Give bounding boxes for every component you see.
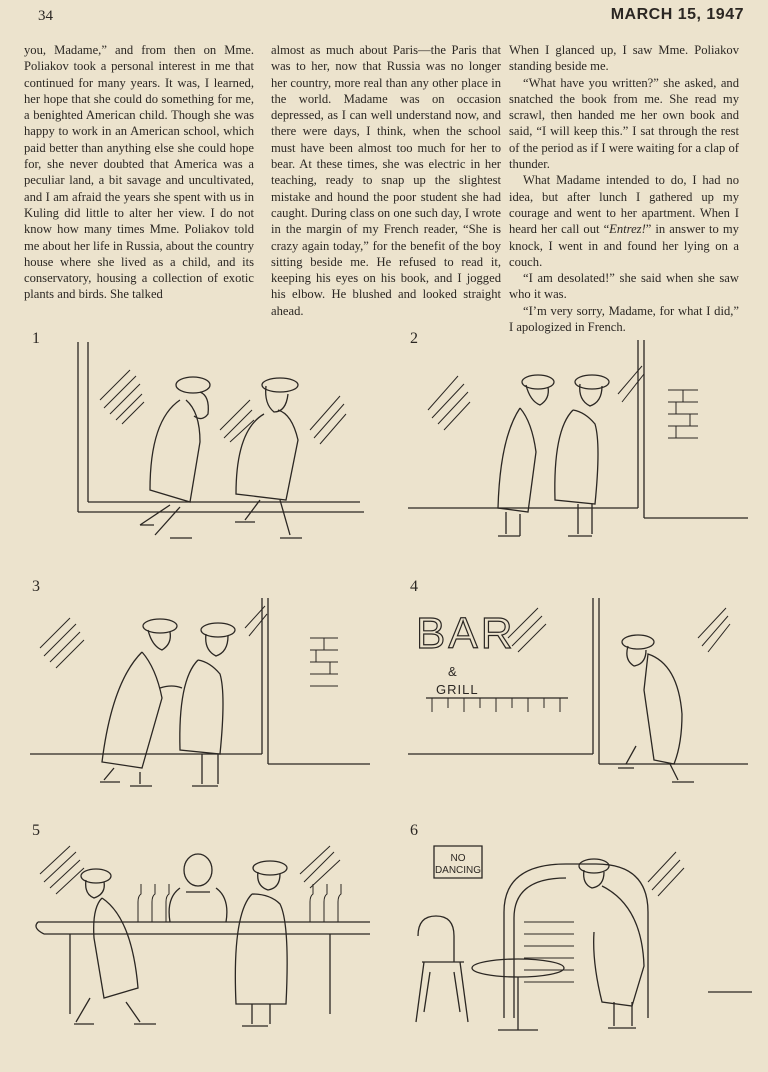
panel-number: 1 — [32, 330, 40, 347]
page-number: 34 — [38, 8, 53, 24]
cartoon-panel-3 — [30, 578, 375, 793]
paragraph: “What have you written?” she asked, and snatched the book from me. She read my scrawl, then handed me her own book and said, “I will keep this.” I sat through the rest of the period as if I were waiting for a clap of thunder. — [509, 75, 739, 172]
cartoon-drawing — [408, 578, 753, 793]
cartoon-panel-5 — [30, 822, 375, 1037]
no-dancing-sign-line-1: NO — [450, 853, 466, 864]
paragraph: “I’m very sorry, Madame, for what I did,” I apologized in French. — [509, 303, 739, 335]
cartoon-drawing — [30, 578, 375, 793]
panel-number: 3 — [32, 578, 40, 595]
panel-number: 4 — [410, 578, 418, 595]
paragraph: “I am desolated!” she said when she saw who it was. — [509, 271, 739, 302]
cartoon-drawing — [30, 330, 375, 545]
issue-date: MARCH 15, 1947 — [610, 6, 744, 23]
paragraph: you, Madame,” and from then on Mme. Poliakov took a personal interest in me that continued for many years. It was, I learned, her hope that she could do something for me, a benighted American child. Though she was happy to work in an American school, which paid better than anything else she could hope for, she never doubted that America was a peculiar land, a bit savage and uncultivated, and I am afraid the years she spent with us in Kuling did little to alter her view. I do not know how many times Mme. Poliakov told me about her life in Russia, about the country house where she lived as a child, and its conservatory, housing a collection of exotic plants and birds. She talked — [24, 43, 254, 302]
grill-sign: GRILL — [436, 682, 479, 697]
italic-word: Entrez! — [609, 222, 646, 237]
cartoon-panel-4 — [408, 578, 753, 793]
panel-number: 6 — [410, 822, 418, 839]
paragraph: What Madame intended to do, I had no idea, but after lunch I gathered up my courage and went to her apartment. When I heard her call out “Entrez!” in answer to my knock, I went in and found her lying on a couch. — [509, 173, 739, 269]
cartoon-drawing — [30, 822, 375, 1037]
panel-number: 5 — [32, 822, 40, 839]
paragraph: When I glanced up, I saw Mme. Poliakov standing beside me. — [509, 43, 739, 74]
bar-sign: BAR — [416, 609, 516, 658]
text-column-3 — [509, 42, 739, 335]
cartoon-drawing — [408, 330, 753, 545]
text-column-1 — [24, 42, 254, 303]
text-column-2 — [271, 42, 501, 319]
no-dancing-sign-line-2: DANCING — [434, 865, 482, 876]
ampersand-sign: & — [448, 664, 457, 679]
cartoon-panel-1 — [30, 330, 375, 545]
paragraph: almost as much about Paris—the Paris that was to her, now that Russia was no longer her country, more real than any other place in the world. Madame was on occasion depressed, as I can well understand now, and there were days, I think, when the school must have been almost too much for her to bear. At these times, she was electric in her teaching, ready to snap up the slightest mistake and hound the poor student she had caught. During class on one such day, I wrote in the margin of my French reader, “She is crazy again today,” for the benefit of the boy sitting beside me. He refused to read it, keeping his eyes on his book, and I jogged his elbow. He blushed and looked straight ahead. — [271, 43, 501, 318]
cartoon-drawing — [408, 822, 753, 1037]
cartoon-panel-6 — [408, 822, 753, 1037]
panel-number: 2 — [410, 330, 418, 347]
cartoon-panel-2 — [408, 330, 753, 545]
